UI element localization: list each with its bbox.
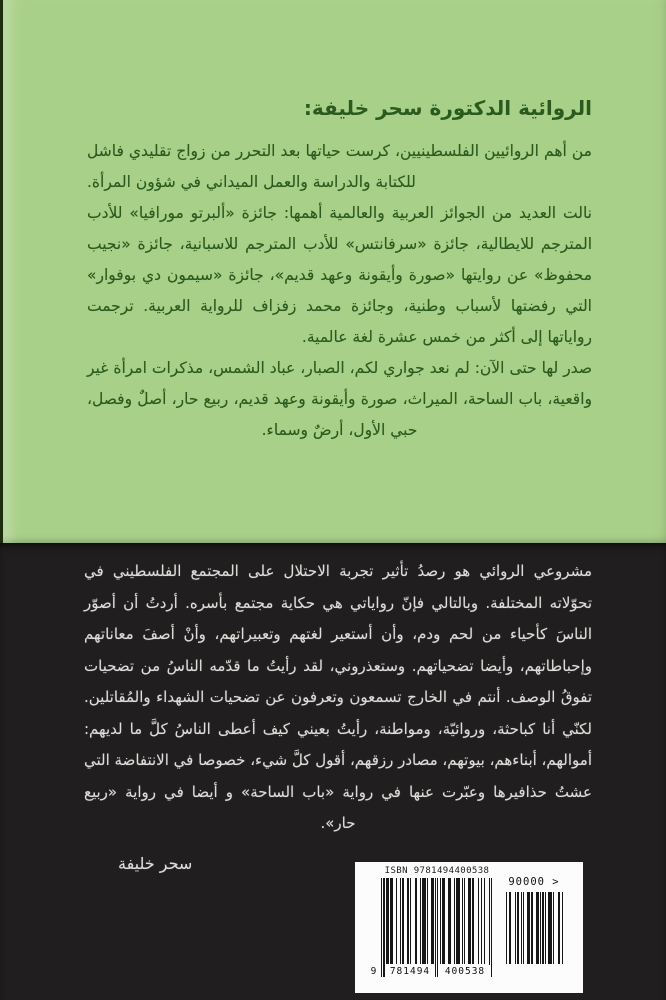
ean13-digit-group2: 400538	[440, 965, 490, 978]
statement-paragraph: مشروعي الروائي هو رصدُ تأثير تجربة الاحتلال على المجتمع الفلسطيني في تحوّلاته المختلفة. وبالتالي فإنّ رواياتي هي حكاية مجتمع بأسره. أردتُ أن أصوّر الناسَ كأحياء من لحم ودم، وأن أستعير لغتهم وتعبيراتهم، وأنْ أصفَ معاناتهم وإحباطاتهم، وأيضا تضحياتهم. وستعذروني، لقد رأيتُ ما قدّمه الناسُ من تضحيات تفوقُ الوصف. أنتم في الخارج تسمعون وتعرفون عن تضحيات الشهداء والمُقاتلين. لكنّي أنا كباحثة، وروائيّة، ومواطنة، رأيتُ بعيني كيف أعطى الناسُ كلَّ ما لديهم: أموالهم، أبناءهم، بيوتهم، مصادر رزقهم، أقول كلَّ شيء، خصوصا في الانتفاضة التي عشتُ حذافيرها وعبّرت عنها في رواية «باب الساحة» و أيضا في رواية «ربيع حار».	[84, 562, 592, 832]
author-signature: سحر خليفة	[118, 853, 193, 873]
bio-paragraph-3: صدر لها حتى الآن: لم نعد جواري لكم، الصبار، عباد الشمس، مذكرات امرأة غير واقعية، باب الساحة، الميراث، صورة وأيقونة وعهد قديم، ربيع حار، أصلٌ وفصل، حبي الأول، أرضٌ وسماء.	[87, 359, 592, 439]
author-statement-text	[84, 556, 592, 873]
bio-title: الروائية الدكتورة سحر خليفة:	[303, 96, 592, 120]
bio-paragraph-2: نالت العديد من الجوائز العربية والعالمية أهمها: جائزة «ألبرتو مورافيا» للأدب المترجم للايطالية، جائزة «سرفانتس» للأدب المترجم للاسبانية، جائزة «نجيب محفوظ» عن روايتها «صورة وأيقونة وعهد قديم»، جائزة «سيمون دي بوفوار» التي رفضتها لأسباب وطنية، وجائزة محمد زفزاف للرواية العربية. ترجمت رواياتها إلى أكثر من خمس عشرة لغة عالمية.	[87, 204, 592, 346]
author-bio-text	[87, 96, 592, 446]
price-supplement-barcode	[505, 875, 563, 965]
ean13-digit-group1: 781494	[385, 965, 435, 978]
supplement-bars	[505, 892, 563, 964]
barcode-panel	[355, 862, 583, 993]
isbn-label: ISBN 9781494400538	[384, 866, 490, 876]
price-code-label: 90000 >	[508, 876, 560, 888]
ean13-digit-first: 9	[370, 966, 378, 977]
bio-paragraph-1: من أهم الروائيين الفلسطينيين، كرست حياتها بعد التحرر من زواج تقليدي فاشل للكتابة والدراسة والعمل الميداني في شؤون المرأة.	[87, 142, 592, 191]
ean13-bars	[381, 878, 493, 977]
ean13-barcode	[370, 878, 493, 977]
